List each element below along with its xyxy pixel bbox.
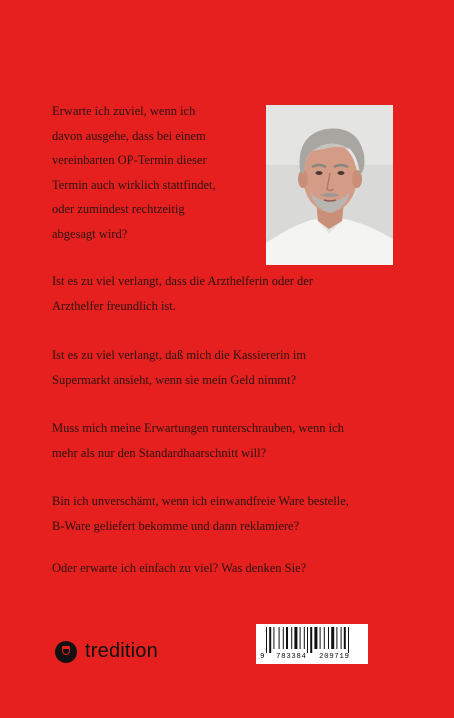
barcode-group-1: 783384 (276, 653, 307, 661)
barcode-bar (320, 627, 321, 649)
barcode-bar (336, 627, 337, 649)
barcode-bar (344, 627, 346, 649)
blurb-paragraph-2: Ist es zu viel verlangt, dass die Arzthelferin oder der Arzthelfer freundlich ist. (52, 274, 314, 313)
barcode-group-2: 209719 (319, 653, 350, 661)
barcode-bar (348, 627, 349, 653)
barcode-bar (331, 627, 334, 649)
isbn-barcode (256, 624, 368, 664)
barcode-bar (307, 627, 308, 653)
barcode-bar (324, 627, 325, 649)
barcode-bar (328, 627, 329, 649)
barcode-bar (341, 627, 342, 649)
barcode-bar (269, 627, 271, 653)
barcode-bar (279, 627, 280, 649)
blurb-paragraph-1: Erwarte ich zuviel, wenn ich davon ausgehe, dass bei einem vereinbarten OP-Termin dieser Termin auch wirklich stattfindet, oder zumindest rechtzeitig abgesagt wird? (52, 104, 216, 241)
author-portrait (266, 105, 393, 265)
blurb-paragraph-5: Bin ich unverschämt, wenn ich einwandfreie Ware bestelle, B-Ware geliefert bekomme und dann reklamiere? (52, 494, 349, 533)
barcode-bar (294, 627, 297, 649)
barcode-bar (304, 627, 305, 649)
barcode-bar (300, 627, 301, 649)
barcode-first-digit: 9 (260, 653, 266, 661)
barcode-bar (314, 627, 317, 649)
publisher-logo (55, 640, 158, 663)
barcode-bar (273, 627, 274, 649)
tredition-logo-icon (55, 641, 77, 663)
barcode-bars (260, 627, 364, 653)
barcode-bar (286, 627, 288, 649)
barcode-bar (266, 627, 267, 653)
barcode-bar (283, 627, 284, 649)
blurb-paragraph-3: Ist es zu viel verlangt, daß mich die Kassiererin im Supermarkt ansieht, wenn sie mein Geld nimmt? (52, 348, 307, 387)
barcode-bar (291, 627, 292, 649)
publisher-name: tredition (85, 640, 158, 662)
blurb-paragraph-4: Muss mich meine Erwartungen runterschrauben, wenn ich mehr als nur den Standardhaarschnitt will? (52, 421, 344, 460)
blurb-paragraph-6: Oder erwarte ich einfach zu viel? Was denken Sie? (52, 561, 307, 575)
barcode-bar (310, 627, 312, 653)
